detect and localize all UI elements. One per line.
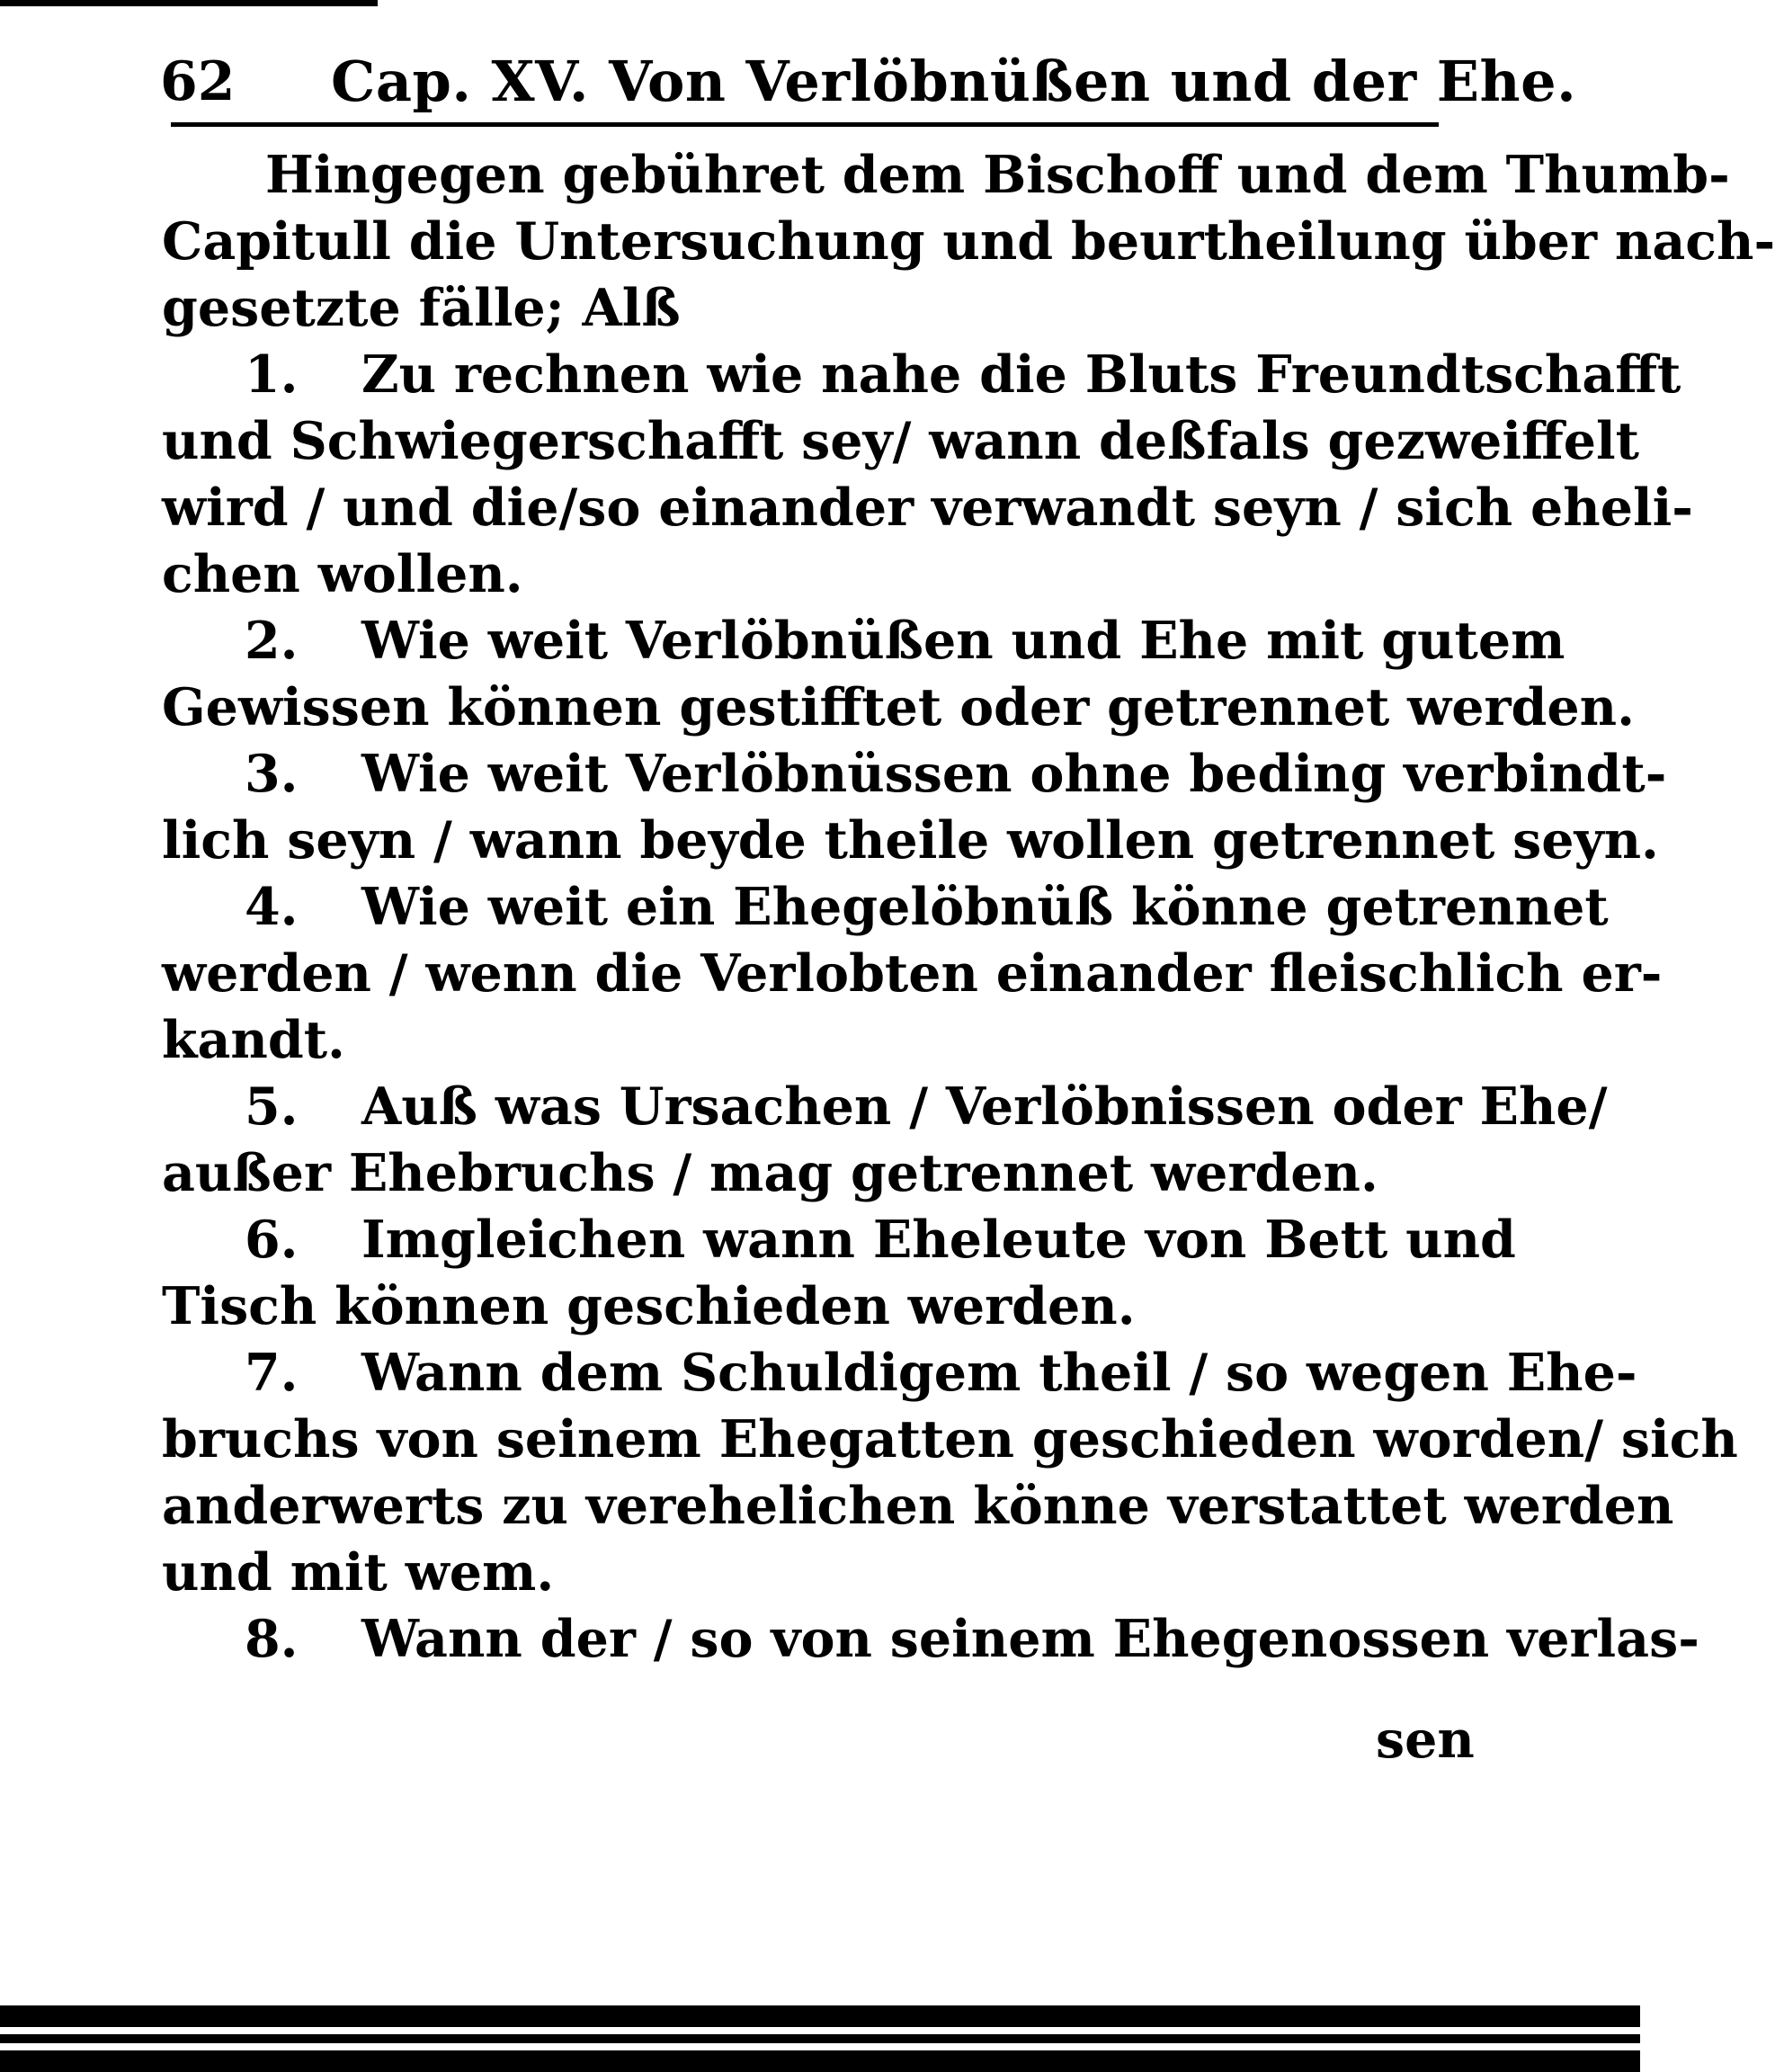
list-item-line (162, 1074, 1608, 1140)
text-line: gesetzte fälle; Alß (162, 278, 681, 338)
list-item-line (162, 1606, 1699, 1673)
item-number: 8. (245, 1609, 299, 1669)
list-item-line (162, 608, 1565, 674)
item-number: 5. (245, 1076, 299, 1137)
running-head: Cap. XV. Von Verlöbnüßen und der Ehe. (331, 49, 1577, 114)
list-item-line: kandt. (162, 1010, 345, 1070)
item-number: 1. (245, 344, 299, 405)
item-text: Wie weit Verlöbnüssen ohne beding verbindt- (361, 744, 1667, 804)
item-text: Wann der / so von seinem Ehegenossen verlas- (361, 1609, 1699, 1669)
text-line: Hingegen gebühret dem Bischoff und dem Thumb- (265, 145, 1730, 205)
list-item-line: und Schwiegerschafft sey/ wann deßfals gezweiffelt (162, 411, 1640, 471)
list-item-line: Gewissen können gestifftet oder getrennet werden. (162, 677, 1635, 737)
item-number: 4. (245, 877, 299, 937)
catchword: sen (1376, 1710, 1475, 1770)
list-item-line: bruchs von seinem Ehegatten geschieden worden/ sich (162, 1409, 1738, 1469)
list-item-line (162, 1207, 1516, 1273)
list-item-line: anderwerts zu verehelichen könne verstattet werden (162, 1476, 1674, 1536)
header-rule (171, 122, 1439, 127)
list-item-line (162, 342, 1681, 408)
item-text: Zu rechnen wie nahe die Bluts Freundtschafft (361, 344, 1681, 405)
text-line: Capitull die Untersuchung und beurtheilung über nach- (162, 211, 1775, 272)
item-number: 7. (245, 1343, 299, 1403)
body-text (162, 142, 1775, 1673)
item-number: 2. (245, 611, 299, 671)
item-number: 6. (245, 1210, 299, 1270)
list-item-line: werden / wenn die Verlobten einander fleischlich er- (162, 943, 1663, 1004)
scan-edge-top (0, 0, 378, 6)
item-text: Wie weit Verlöbnüßen und Ehe mit gutem (361, 611, 1565, 671)
item-text: Imgleichen wann Eheleute von Bett und (361, 1210, 1516, 1270)
list-item-line (162, 1340, 1637, 1407)
list-item-line (162, 741, 1667, 808)
list-item-line: chen wollen. (162, 544, 523, 604)
list-item-line: außer Ehebruchs / mag getrennet werden. (162, 1143, 1378, 1203)
scan-edge-bottom (0, 1995, 1640, 2072)
item-text: Wann dem Schuldigem theil / so wegen Ehe- (361, 1343, 1637, 1403)
page-header (160, 41, 1577, 122)
item-text: Wie weit ein Ehegelöbnüß könne getrennet (361, 877, 1609, 937)
item-text: Auß was Ursachen / Verlöbnissen oder Ehe/ (361, 1076, 1608, 1137)
list-item-line: Tisch können geschieden werden. (162, 1276, 1136, 1336)
page-number: 62 (160, 50, 236, 113)
list-item-line: und mit wem. (162, 1542, 555, 1603)
list-item-line: wird / und die/so einander verwandt seyn / sich eheli- (162, 478, 1693, 538)
list-item-line: lich seyn / wann beyde theile wollen getrennet seyn. (162, 810, 1659, 871)
item-number: 3. (245, 744, 299, 804)
list-item-line (162, 874, 1609, 941)
